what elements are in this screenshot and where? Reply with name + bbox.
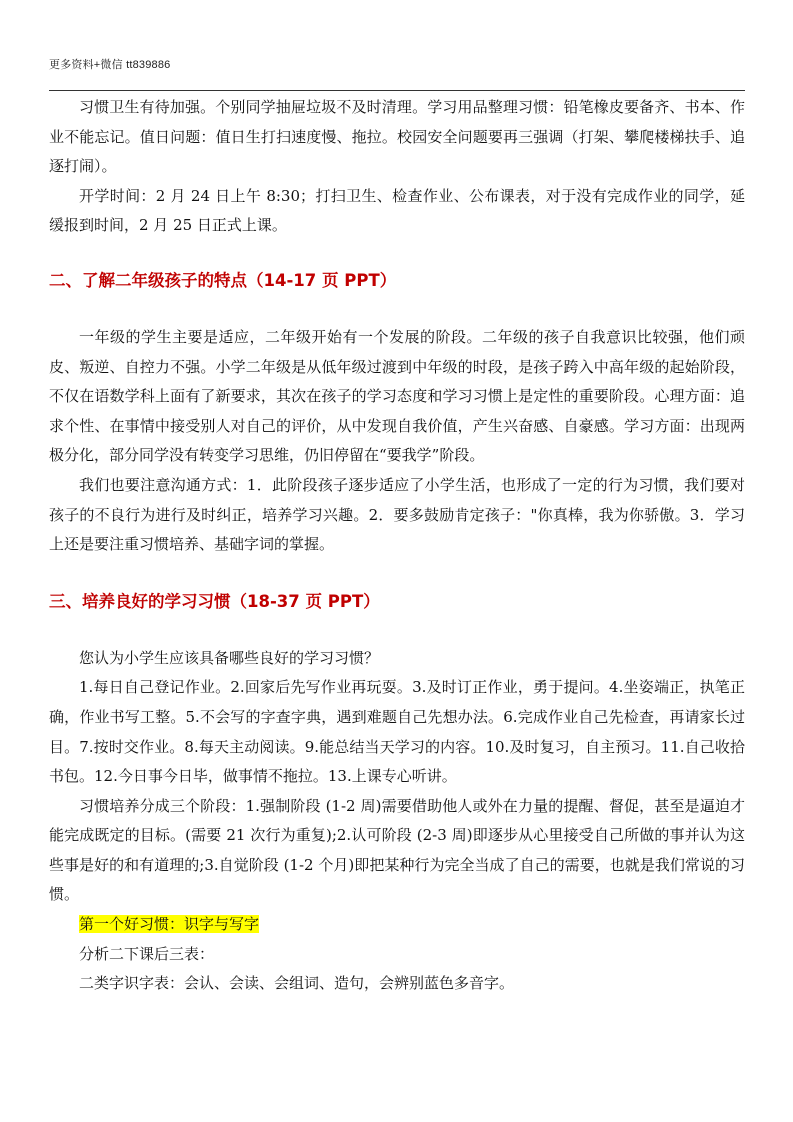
section-2-paragraph-characteristics: 一年级的学生主要是适应，二年级开始有一个发展的阶段。二年级的孩子自我意识比较强，他们顽皮、叛逆、自控力不强。小学二年级是从低年级过渡到中年级的时段，是孩子跨入中高年级的起始阶段，不仅在语数学科上面有了新要求，其次在孩子的学习态度和学习习惯上是定性的重要阶段。心理方面：追求个性、在事情中接受别人对自己的评价，从中发现自我价值，产生兴奋感、自豪感。学习方面：出现两极分化，部分同学没有转变学习思维，仍旧停留在“要我学”阶段。: [49, 327, 745, 465]
section-3-habits-list: 1.每日自己登记作业。2.回家后先写作业再玩耍。3.及时订正作业，勇于提问。4.坐姿端正，执笔正确，作业书写工整。5.不会写的字查字典，遇到难题自己先想办法。6.完成作业自己先检查，再请家长过目。7.按时交作业。8.每天主动阅读。9.能总结当天学习的内容。10.及时复习，自主预习。11.自己收拾书包。12.今日事今日毕，做事情不拖拉。13.上课专心听讲。: [49, 678, 745, 786]
intro-paragraph-schedule: 开学时间：2 月 24 日上午 8:30；打扫卫生、检查作业、公布课表，对于没有完成作业的同学，延缓报到时间，2 月 25 日正式上课。: [49, 186, 745, 235]
section-3-analysis: 分析二下课后三表：: [79, 944, 215, 963]
section-2-paragraph-communication: 我们也要注意沟通方式：1．此阶段孩子逐步适应了小学生活，也形成了一定的行为习惯，我们要对孩子的不良行为进行及时纠正，培养学习兴趣。2．要多鼓励肯定孩子："你真棒，我为你骄傲。3．学习上还是要注重习惯培养、基础字词的掌握。: [49, 475, 745, 554]
page-header: 更多资料+微信 tt839886: [49, 59, 171, 71]
section-3-stages: 习惯培养分成三个阶段：1.强制阶段 (1-2 周)需要借助他人或外在力量的提醒、督促，甚至是逼迫才能完成既定的目标。(需要 21 次行为重复);2.认可阶段 (2-3 周)即逐步从心里接受自己所做的事并认为这些事是好的和有道理的;3.自觉阶段 (1-2 个月)即把某种行为完全当成了自己的需要，也就是我们常说的习惯。: [49, 796, 745, 904]
section-3-highlight-line: [49, 910, 745, 940]
section-3-question: 您认为小学生应该具备哪些良好的学习习惯？: [79, 648, 380, 667]
document-body: [49, 93, 745, 999]
section-3-heading: 三、培养良好的学习习惯（18-37 页 PPT）: [49, 591, 380, 611]
highlighted-text: 第一个好习惯：识字与写字: [79, 915, 260, 934]
section-2-heading: 二、了解二年级孩子的特点（14-17 页 PPT）: [49, 270, 397, 290]
section-3-table-description: 二类字识字表：会认、会读、会组词、造句，会辨别蓝色多音字。: [79, 974, 515, 993]
header-divider: [49, 90, 745, 91]
intro-paragraph-habits: 习惯卫生有待加强。个别同学抽屉垃圾不及时清理。学习用品整理习惯：铅笔橡皮要备齐、书本、作业不能忘记。值日问题：值日生打扫速度慢、拖拉。校园安全问题要再三强调（打架、攀爬楼梯扶手、追逐打闹）。: [49, 98, 745, 176]
